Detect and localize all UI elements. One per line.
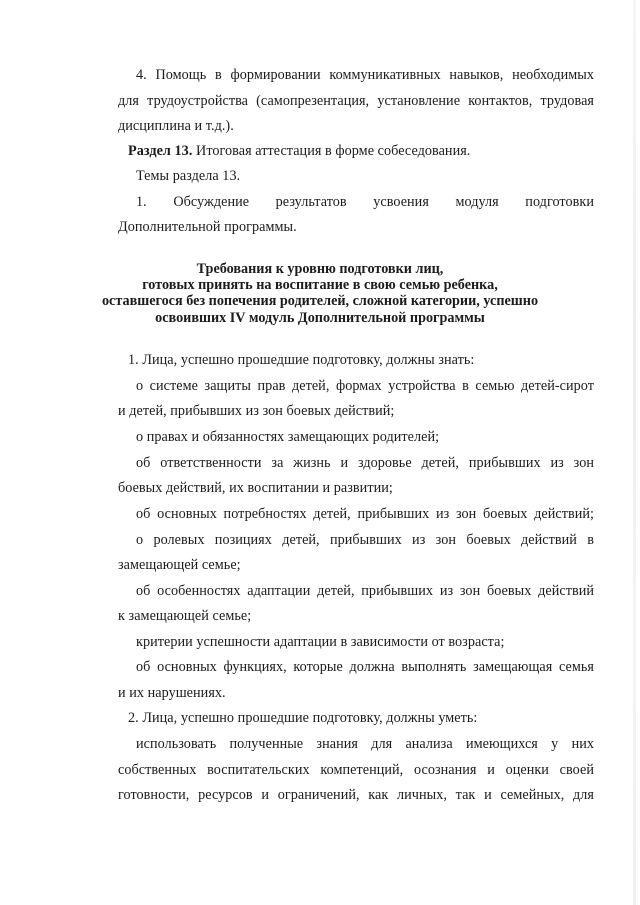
- scan-edge-shadow: [633, 0, 636, 905]
- item4-line3: дисциплина и т.д.).: [118, 118, 234, 134]
- able-intro: 2. Лица, успешно прошедшие подготовку, должны уметь:: [128, 710, 478, 726]
- know-p3-line1: об ответственности за жизнь и здоровье детей, прибывших из зон: [136, 455, 594, 471]
- know-p1-line1: о системе защиты прав детей, формах устройства в семью детей-сирот: [136, 378, 594, 394]
- item1-word-3: усвоения: [373, 194, 429, 210]
- item1-number: 1.: [136, 194, 147, 210]
- able-p1-line2: собственных воспитательских компетенций, осознания и оценки своей: [118, 762, 594, 778]
- know-p6-line2: к замещающей семье;: [118, 608, 252, 624]
- know-p8-line1: об основных функциях, которые должна выполнять замещающая семья: [136, 659, 594, 675]
- section13-item1-line2: Дополнительной программы.: [118, 219, 297, 235]
- know-p7: критерии успешности адаптации в зависимости от возраста;: [136, 634, 505, 650]
- item4-line2: для трудоустройства (самопрезентация, установление контактов, трудовая: [118, 93, 594, 109]
- item1-word-1: Обсуждение: [173, 194, 250, 210]
- able-p1-line1: использовать полученные знания для анализа имеющихся у них: [136, 736, 594, 752]
- know-p4: об основных потребностях детей, прибывших из зон боевых действий;: [136, 506, 594, 522]
- section13-item1-line1: [136, 193, 594, 211]
- know-p5-line1: о ролевых позициях детей, прибывших из зон боевых действий в: [136, 532, 594, 548]
- section13-topics: Темы раздела 13.: [136, 168, 241, 184]
- item4-line1: 4. Помощь в формировании коммуникативных навыков, необходимых: [136, 67, 594, 83]
- know-p1-line2: и детей, прибывших из зон боевых действий;: [118, 403, 395, 419]
- requirements-title-line2: готовых принять на воспитание в свою семью ребенка,: [142, 277, 498, 293]
- know-intro: 1. Лица, успешно прошедшие подготовку, должны знать:: [128, 352, 475, 368]
- item1-word-4: модуля: [455, 194, 499, 210]
- section13-heading: [128, 142, 594, 160]
- requirements-title-line4: освоивших IV модуль Дополнительной программы: [155, 310, 485, 326]
- section13-heading-bold: Раздел 13.: [128, 143, 193, 159]
- know-p5-line2: замещающей семье;: [118, 557, 241, 573]
- know-p3-line2: боевых действий, их воспитании и развитии;: [118, 480, 393, 496]
- requirements-title-line1: Требования к уровню подготовки лиц,: [196, 261, 444, 277]
- able-p1-line3: готовности, ресурсов и ограничений, как личных, так и семейных, для: [118, 787, 594, 803]
- know-p8-line2: и их нарушениях.: [118, 685, 226, 701]
- item1-word-5: подготовки: [525, 194, 594, 210]
- know-p2: о правах и обязанностях замещающих родителей;: [136, 429, 440, 445]
- item1-word-2: результатов: [275, 194, 347, 210]
- requirements-title-line3: оставшегося без попечения родителей, сложной категории, успешно: [101, 293, 539, 309]
- know-p6-line1: об особенностях адаптации детей, прибывших из зон боевых действий: [136, 583, 594, 599]
- section13-heading-rest: Итоговая аттестация в форме собеседования.: [192, 143, 471, 159]
